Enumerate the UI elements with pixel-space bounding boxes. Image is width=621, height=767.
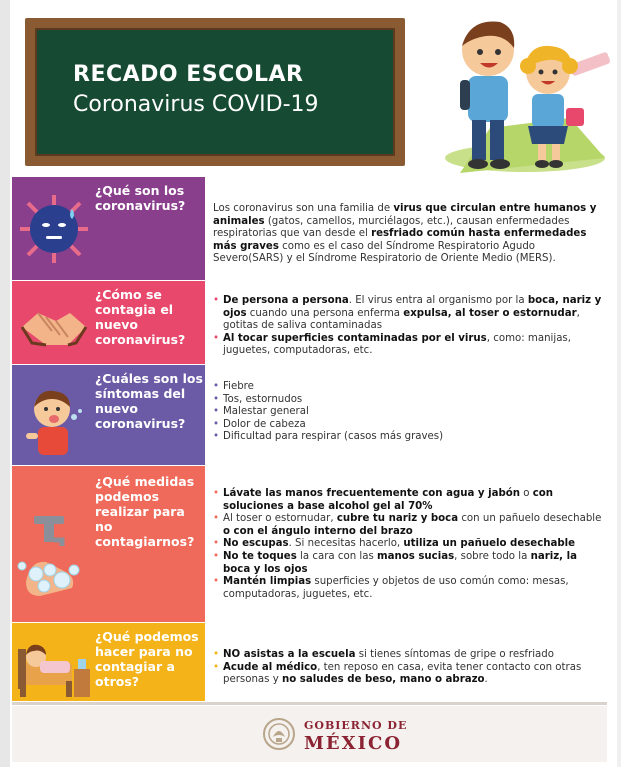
body-text: , gotitas de saliva contaminadas [223,307,580,332]
emphasis-text: No escupas [223,538,289,550]
emphasis-text: resfriado común hasta enfermedades más graves [213,228,587,252]
section-header [12,177,205,280]
page-left-border [0,0,10,767]
avoid-list [213,649,605,687]
body-text: como es el caso del Síndrome Respiratorio Agudo Severo(SARS) y el Síndrome Respiratorio de Oriente Medio (MERS). [213,240,556,265]
body-text: Al toser o estornudar, [223,513,337,525]
coat-of-arms-icon [262,717,296,751]
footer-divider [12,702,607,705]
emphasis-text: o con el ángulo interno del brazo [223,525,413,537]
handwashing-icon [16,512,92,602]
body-text: . El virus entra al organismo por la [348,295,528,306]
handshake-icon [16,287,92,363]
section-question: ¿Qué medidas podemos realizar para no contagiarnos? [95,474,195,549]
section-header [12,623,205,701]
paragraph-coronavirus-definition [213,203,605,266]
symptoms-list [213,381,605,444]
prevention-list [213,488,605,601]
body-text: . [484,674,488,686]
emphasis-text: utiliza un pañuelo desechable [403,538,576,550]
section-symptoms [12,365,607,465]
body-text: con un pañuelo desechable [458,513,602,525]
section-header [12,281,205,364]
footer [12,706,607,762]
list-item [213,394,605,407]
list-item [213,576,605,601]
list-item [213,649,605,662]
list-item [213,488,605,513]
body-text: Los coronavirus son una familia de [213,203,394,214]
chalkboard-header [25,18,405,166]
government-logo-text [304,719,407,754]
list-item [213,662,605,687]
body-text: (gatos, camellos, murciélagos, etc.), causan enfermedades respiratorias que van desde el [213,215,570,240]
body-text: cuando una persona enferma [246,307,404,319]
emphasis-text: boca, nariz y ojos [223,295,602,319]
section-avoid-spreading [12,623,607,701]
emphasis-text: con soluciones a base alcohol gel al 70% [223,488,554,512]
section-header [12,466,205,622]
emphasis-text: Al tocar superficies contaminadas por el virus [223,332,487,344]
spread-list [213,295,605,358]
emphasis-text: Acude al médico [223,661,318,673]
children-illustration [420,8,620,186]
list-item [213,538,605,551]
emphasis-text: NO asistas a la escuela [223,649,356,660]
emphasis-text: Mantén limpias [223,576,312,588]
emphasis-text: virus que circulan entre humanos y animales [213,203,597,227]
page-title: RECADO ESCOLAR [73,62,304,87]
body-text: la cara con las [296,550,378,562]
list-item [213,513,605,538]
body-text: o [520,488,533,499]
logo-line-2: MÉXICO [304,733,403,754]
virus-icon [16,191,92,267]
body-text: Dolor de cabeza [223,418,306,430]
section-body [213,649,605,687]
section-body [213,488,605,601]
section-prevention [12,466,607,622]
body-text: Tos, estornudos [223,393,303,405]
body-text: superficies y objetos de uso común como: mesas, computadoras, juguetes, etc. [223,576,569,600]
emphasis-text: manos sucias [377,550,455,562]
list-item [213,431,605,444]
list-item [213,406,605,419]
body-text: , como: manijas, juguetes, computadoras, etc. [223,332,571,357]
section-question: ¿Qué podemos hacer para no contagiar a otros? [95,629,199,689]
sick-child-icon [16,381,92,457]
emphasis-text: nariz, la boca y los ojos [223,550,577,575]
section-how-it-spreads [12,281,607,364]
list-item [213,551,605,576]
list-item [213,381,605,394]
child-in-bed-icon [16,625,92,699]
section-what-are-coronavirus [12,177,607,280]
section-body [213,381,605,444]
body-text: , ten reposo en casa, evita tener contacto con otras personas y [223,661,582,686]
section-header [12,365,205,465]
page-subtitle: Coronavirus COVID-19 [73,92,319,117]
body-text: si tienes síntomas de gripe o resfriado [355,649,554,660]
section-body [213,295,605,358]
section-body [213,203,605,266]
body-text: , sobre todo la [454,550,531,562]
section-question: ¿Cuáles son los síntomas del nuevo coronavirus? [95,371,203,431]
list-item [213,295,605,333]
emphasis-text: cubre tu nariz y boca [336,513,459,525]
section-question: ¿Cómo se contagia el nuevo coronavirus? [95,287,186,347]
list-item [213,419,605,432]
body-text: . Si necesitas hacerlo, [288,538,404,550]
body-text: Malestar general [223,406,309,418]
list-item [213,333,605,358]
emphasis-text: Lávate las manos frecuentemente con agua y jabón [223,488,521,499]
emphasis-text: no saludes de beso, mano o abrazo [281,674,485,686]
section-question: ¿Qué son los coronavirus? [95,183,186,213]
body-text: Fiebre [223,381,254,392]
emphasis-text: De persona a persona [223,295,349,306]
emphasis-text: expulsa, al toser o estornudar [403,307,577,319]
body-text: Dificultad para respirar (casos más graves) [223,431,444,443]
logo-line-1: GOBIERNO DE [304,719,408,732]
emphasis-text: No te toques [223,550,297,562]
